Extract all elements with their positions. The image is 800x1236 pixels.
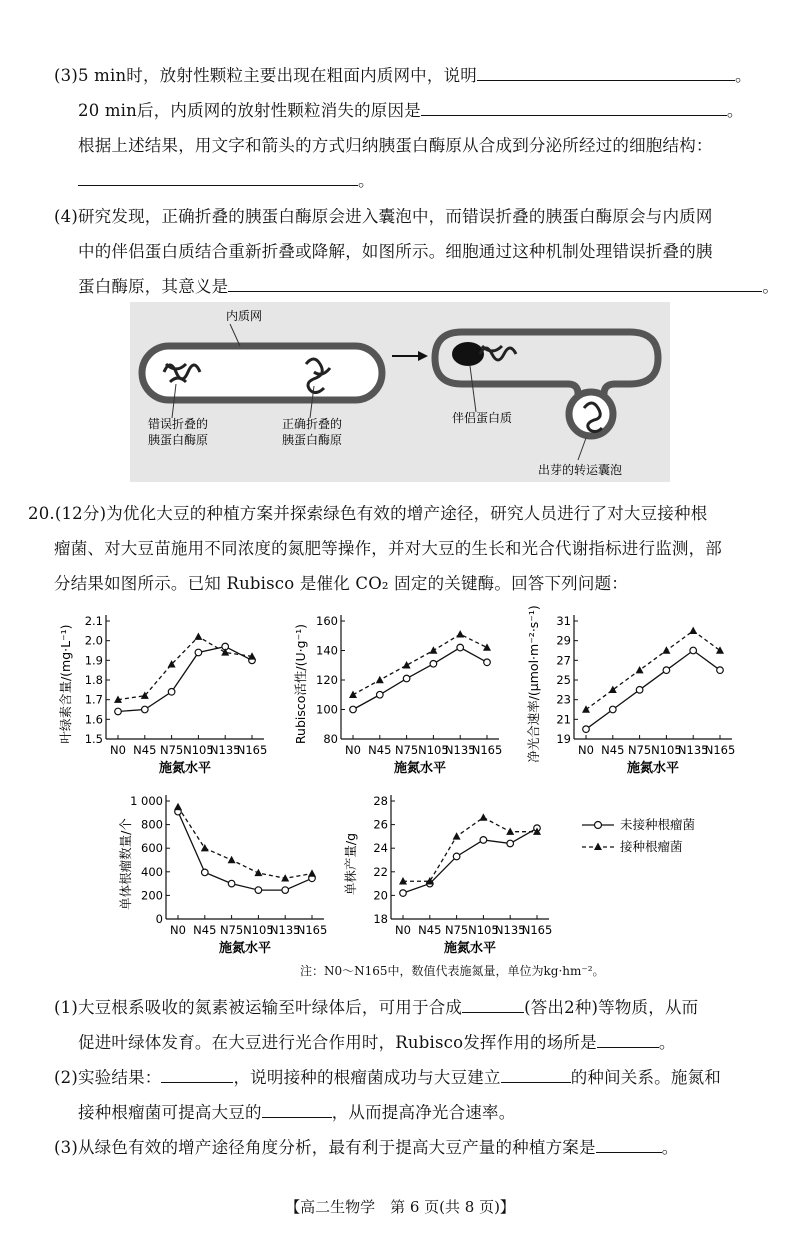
x-tick-label: N165 (471, 743, 503, 757)
answer-blank[interactable] (596, 1136, 662, 1153)
data-point (506, 827, 514, 834)
data-point (194, 633, 202, 640)
y-axis-label: 单体根瘤数量/个 (118, 818, 133, 910)
data-point (254, 869, 262, 876)
series-line-1 (178, 807, 312, 878)
x-tick-label: N165 (296, 923, 328, 937)
data-point (507, 840, 514, 847)
data-point (663, 667, 670, 674)
x-tick-label: N0 (395, 923, 411, 937)
x-tick-label: N165 (236, 743, 268, 757)
correct-label-1: 正确折叠的 (282, 417, 343, 431)
y-axis-label: 单株产量/g (343, 832, 358, 896)
data-point (403, 675, 410, 682)
chart-nodule-count (118, 785, 338, 960)
q20-a2-line2: 接种根瘤菌可提高大豆的 ，从而提高净光合速率。 (78, 1103, 516, 1122)
y-axis-label: Rubisco活性/(U·g⁻¹) (293, 623, 308, 745)
x-tick-label: N75 (219, 923, 244, 937)
chart-rubisco (293, 605, 513, 780)
data-point (609, 686, 617, 693)
y-tick-label: 80 (323, 732, 338, 746)
x-tick-label: N105 (651, 743, 682, 757)
data-point (349, 691, 357, 698)
misfolded-label-1: 错误折叠的 (148, 417, 209, 431)
chart-svg (526, 605, 746, 780)
answer-blank[interactable] (78, 169, 358, 186)
x-tick-label: N135 (209, 743, 241, 757)
q19-p3-line4: 。 (78, 167, 375, 191)
chart-svg (118, 785, 338, 960)
data-point (377, 691, 384, 698)
y-tick-label: 28 (373, 794, 388, 808)
x-axis-label: 施氮水平 (158, 761, 212, 776)
q20-a3-line1: (3)从绿色有效的增产途径角度分析，最有利于提高大豆产量的种植方案是 。 (54, 1138, 679, 1157)
data-point (483, 643, 491, 650)
data-point (350, 706, 357, 713)
y-tick-label: 2.0 (84, 633, 103, 648)
legend (580, 815, 740, 865)
data-point (400, 890, 407, 897)
y-axis-label: 叶绿素含量/(mg·L⁻¹) (58, 624, 73, 744)
x-tick-label: N135 (494, 923, 526, 937)
y-tick-label: 120 (316, 673, 338, 687)
q20-a2-line1: (2)实验结果： ，说明接种的根瘤菌成功与大豆建立 的种间关系。施氮和 (54, 1068, 721, 1087)
x-tick-label: N135 (677, 743, 709, 757)
x-tick-label: N105 (418, 743, 449, 757)
chart-svg (293, 605, 513, 780)
x-tick-label: N105 (468, 923, 499, 937)
chart-photosynthesis (526, 605, 746, 780)
y-tick-label: 800 (141, 817, 163, 832)
x-axis-label: 施氮水平 (393, 761, 447, 776)
answer-blank[interactable] (501, 1066, 571, 1083)
y-tick-label: 200 (141, 888, 163, 903)
y-tick-label: 19 (556, 732, 571, 746)
q20-line2: 瘤菌、对大豆苗施用不同浓度的氮肥等操作，并对大豆的生长和光合代谢指标进行监测，部 (54, 539, 722, 558)
x-tick-label: N75 (627, 743, 652, 757)
answer-blank[interactable] (262, 1101, 332, 1118)
data-point (610, 706, 617, 713)
data-point (689, 627, 697, 634)
y-tick-label: 23 (556, 692, 571, 707)
series-line-1 (353, 634, 487, 694)
y-tick-label: 2.1 (84, 614, 103, 628)
y-tick-label: 25 (556, 673, 571, 687)
data-point (457, 644, 464, 651)
y-tick-label: 1 000 (130, 794, 163, 808)
x-tick-label: N165 (704, 743, 736, 757)
legend-label-inoculated: 接种根瘤菌 (620, 839, 683, 854)
x-tick-label: N75 (444, 923, 469, 937)
chart-yield (343, 785, 563, 960)
x-tick-label: N165 (521, 923, 553, 937)
y-tick-label: 27 (556, 653, 571, 668)
er-label: 内质网 (226, 309, 263, 323)
data-point (376, 676, 384, 683)
y-tick-label: 21 (556, 712, 571, 727)
q19-p3-line2: 20 min后，内质网的放射性颗粒消失的原因是 。 (78, 101, 744, 120)
correct-label-2: 胰蛋白酶原 (282, 433, 343, 447)
q20-a1-line2: 促进叶绿体发育。在大豆进行光合作用时，Rubisco发挥作用的场所是 。 (78, 1033, 676, 1052)
y-tick-label: 1.5 (84, 732, 103, 746)
series-line-1 (403, 818, 537, 882)
x-tick-label: N45 (418, 923, 442, 937)
data-point (282, 887, 289, 894)
q19-p4-line2: 中的伴侣蛋白质结合重新折叠或降解，如图所示。细胞通过这种机制处理错误折叠的胰 (78, 242, 713, 261)
chart-svg (58, 605, 278, 780)
answer-blank[interactable] (462, 996, 524, 1013)
data-point (174, 803, 182, 810)
chaperone-protein-icon (452, 342, 484, 366)
page-footer: 【高二生物学 第 6 页(共 8 页)】 (285, 1198, 515, 1216)
y-tick-label: 400 (141, 864, 163, 879)
data-point (281, 874, 289, 881)
chaperone-label: 伴侣蛋白质 (452, 411, 513, 425)
y-tick-label: 0 (155, 912, 163, 926)
x-tick-label: N45 (601, 743, 625, 757)
legend-marker-uninoculated (595, 822, 602, 829)
series-line-0 (586, 651, 720, 730)
x-axis-label: 施氮水平 (626, 761, 680, 776)
data-point (582, 705, 590, 712)
series-line-1 (118, 637, 252, 700)
data-point (480, 837, 487, 844)
x-tick-label: N45 (368, 743, 392, 757)
legend-label-uninoculated: 未接种根瘤菌 (620, 817, 696, 832)
data-point (115, 708, 122, 715)
y-tick-label: 600 (141, 841, 163, 856)
y-axis-label: 净光合速率/(μmol·m⁻²·s⁻¹) (526, 605, 541, 763)
x-tick-label: N45 (133, 743, 157, 757)
answer-blank[interactable] (421, 99, 727, 116)
y-tick-label: 1.8 (84, 673, 103, 687)
x-tick-label: N75 (394, 743, 419, 757)
data-point (430, 660, 437, 667)
y-tick-label: 22 (373, 864, 388, 879)
x-tick-label: N105 (183, 743, 214, 757)
q19-p3-line3: 根据上述结果，用文字和箭头的方式归纳胰蛋白酶原从合成到分泌所经过的细胞结构： (78, 136, 713, 155)
chart-note: 注：N0～N165中，数值代表施氮量，单位为kg·hm⁻²。 (300, 964, 605, 978)
answer-blank[interactable] (161, 1066, 233, 1083)
y-tick-label: 31 (556, 614, 571, 628)
y-tick-label: 1.9 (84, 653, 103, 668)
x-tick-label: N0 (345, 743, 361, 757)
answer-blank[interactable] (228, 275, 762, 292)
x-tick-label: N105 (243, 923, 274, 937)
data-point (484, 659, 491, 666)
series-line-1 (586, 631, 720, 710)
data-point (429, 646, 437, 653)
x-tick-label: N0 (110, 743, 126, 757)
vesicle-label: 出芽的转运囊泡 (538, 463, 623, 477)
q19-p4-line1: (4)研究发现，正确折叠的胰蛋白酶原会进入囊泡中，而错误折叠的胰蛋白酶原会与内质网 (54, 207, 713, 226)
data-point (717, 667, 724, 674)
series-line-0 (403, 828, 537, 893)
q19-p4-line3: 蛋白酶原，其意义是 。 (78, 277, 780, 296)
data-point (202, 869, 209, 876)
y-tick-label: 140 (316, 643, 338, 658)
x-axis-label: 施氮水平 (218, 941, 272, 956)
data-point (168, 689, 175, 696)
x-tick-label: N0 (578, 743, 594, 757)
answer-blank[interactable] (597, 1031, 659, 1048)
data-point (636, 687, 643, 694)
y-tick-label: 18 (373, 912, 388, 926)
data-point (690, 647, 697, 654)
x-tick-label: N0 (170, 923, 186, 937)
data-point (228, 856, 236, 863)
data-point (716, 646, 724, 653)
chart-chlorophyll (58, 605, 278, 780)
data-point (308, 869, 316, 876)
y-tick-label: 1.7 (84, 692, 103, 707)
data-point (228, 880, 235, 887)
q19-p3-line1: (3)5 min时，放射性颗粒主要出现在粗面内质网中，说明 。 (54, 66, 752, 85)
data-point (583, 726, 590, 733)
answer-blank[interactable] (477, 64, 735, 81)
series-line-0 (353, 648, 487, 710)
x-axis-label: 施氮水平 (443, 941, 497, 956)
series-line-0 (118, 647, 252, 712)
q20-a1-line1: (1)大豆根系吸收的氮素被运输至叶绿体后，可用于合成 (答出2种)等物质，从而 (54, 998, 699, 1017)
data-point (142, 706, 149, 713)
misfolded-label-2: 胰蛋白酶原 (148, 433, 209, 447)
y-tick-label: 100 (316, 702, 338, 717)
q20-line1: 20.(12分)为优化大豆的种植方案并探索绿色有效的增产途径，研究人员进行了对大豆接种根 (28, 504, 708, 523)
y-tick-label: 26 (373, 817, 388, 832)
x-tick-label: N45 (193, 923, 217, 937)
data-point (453, 832, 461, 839)
data-point (479, 813, 487, 820)
chart-svg (343, 785, 563, 960)
data-point (636, 666, 644, 673)
y-tick-label: 24 (373, 841, 388, 856)
series-line-0 (178, 812, 312, 890)
y-tick-label: 20 (373, 888, 388, 903)
data-point (201, 844, 209, 851)
data-point (662, 646, 670, 653)
data-point (453, 853, 460, 860)
x-tick-label: N135 (269, 923, 301, 937)
data-point (403, 661, 411, 668)
q20-line3: 分结果如图所示。已知 Rubisco 是催化 CO₂ 固定的关键酶。回答下列问题： (54, 574, 628, 593)
y-tick-label: 29 (556, 633, 571, 648)
x-tick-label: N135 (444, 743, 476, 757)
er-diagram (130, 302, 670, 482)
legend-marker-inoculated (594, 843, 602, 851)
data-point (255, 887, 262, 894)
y-tick-label: 160 (316, 614, 338, 628)
data-point (456, 630, 464, 637)
x-tick-label: N75 (159, 743, 184, 757)
data-point (221, 648, 229, 655)
y-tick-label: 1.6 (84, 712, 103, 727)
data-point (195, 649, 202, 656)
